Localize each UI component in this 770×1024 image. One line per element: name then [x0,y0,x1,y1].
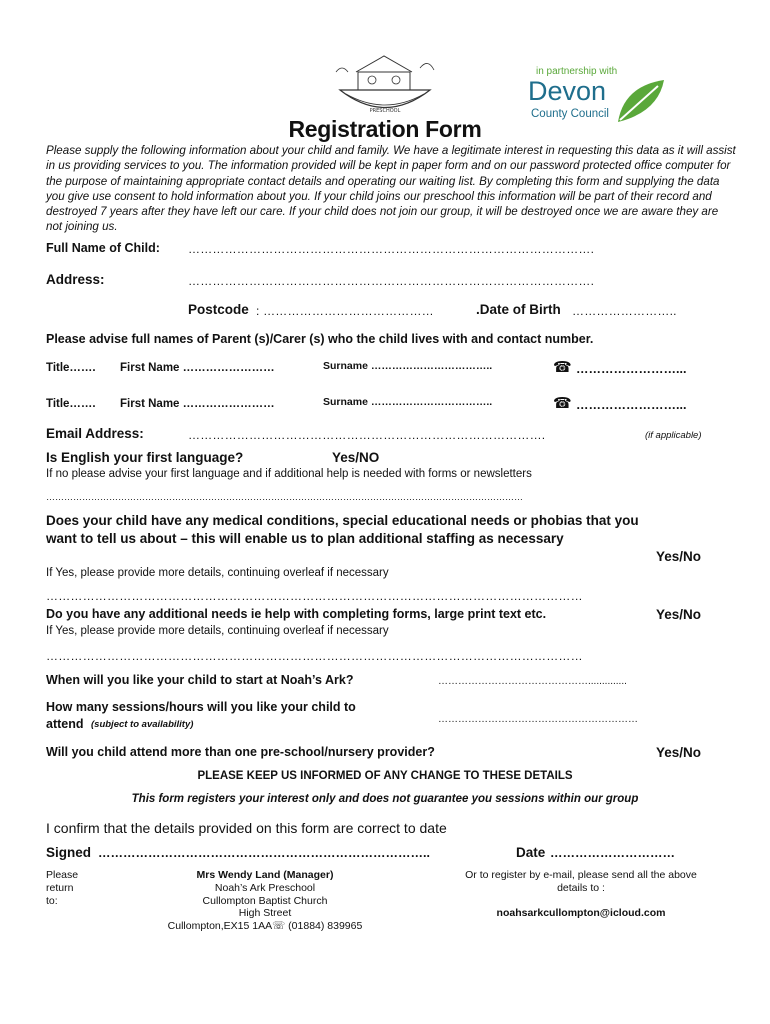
child-name-field[interactable]: ………………………………………………………………………………………. [188,242,595,256]
sessions-note: (subject to availability) [91,719,194,730]
disclaimer-notice: This form registers your interest only and does not guarantee you sessions within our group [131,793,639,805]
medical-note: If Yes, please provide more details, continuing overleaf if necessary [46,567,389,579]
email-note: (if applicable) [645,430,702,441]
sessions-question-line1: How many sessions/hours will you like your child to [46,700,356,714]
return-org: Noah’s Ark Preschool [214,881,316,894]
date-label: Date [516,845,546,860]
parent-surname-field[interactable]: Surname …………………………….. [323,396,493,408]
medical-yes-no[interactable]: Yes/No [656,549,702,564]
sessions-question-line2: attend [46,717,84,731]
needs-yes-no[interactable]: Yes/No [656,607,702,622]
parent-title-field[interactable]: Title……. [46,362,96,374]
return-address [165,869,365,933]
signature-field[interactable]: …………………………………………………………………….. [98,846,430,860]
email-register-note: Or to register by e-mail, please send all the above details to : [465,869,697,894]
return-label: Please return to: [46,869,79,907]
address-field[interactable]: ………………………………………………………………………………………. [188,274,595,288]
address-label: Address: [46,272,105,287]
dob-label: .Date of Birth [476,302,561,317]
parent-title-field[interactable]: Title……. [46,398,96,410]
parent-surname-field[interactable]: Surname …………………………….. [323,360,493,372]
medical-question-line1: Does your child have any medical conditions, special educational needs or phobias that you [46,513,639,528]
medical-question-line2: want to tell us about – this will enable us to plan additional staffing as necessary [46,531,564,546]
devon-text: Devon [528,76,607,106]
english-yes-no[interactable]: Yes/NO [332,450,380,465]
parent-phone-field[interactable]: ……………………... [576,398,687,412]
dob-field[interactable]: …………………….. [572,304,677,318]
needs-note: If Yes, please provide more details, continuing overleaf if necessary [46,625,389,637]
signed-label: Signed [46,845,92,860]
partner-text: in partnership with [536,66,618,77]
contact-email-link[interactable]: noahsarkcullompton@icloud.com [496,907,666,919]
telephone-icon: ☏ [272,920,286,933]
return-town: Cullompton,EX15 1AA [167,920,273,933]
start-question: When will you like your child to start at Noah’s Ark? [46,673,354,687]
phone-icon: ☎ [553,359,572,376]
multi-provider-yes-no[interactable]: Yes/No [656,745,702,760]
english-details-field[interactable]: …………………………………………………………………………………………………………………………………………… [46,492,523,502]
date-field[interactable]: ………………………… [550,846,675,860]
medical-details-field[interactable]: …………………………………………………………………………………………………………………… [46,589,583,603]
postcode-field[interactable]: : …………………………………… [256,304,434,318]
return-phone: (01884) 839965 [285,920,363,933]
parent-first-name-field[interactable]: First Name …………………… [120,362,275,374]
parents-heading: Please advise full names of Parent (s)/Carer (s) who the child lives with and contact number. [46,332,594,346]
sessions-field[interactable]: …………………………………………………… [438,714,638,725]
phone-icon: ☎ [553,395,572,412]
return-name: Mrs Wendy Land (Manager) [196,869,334,881]
keep-informed-notice: PLEASE KEEP US INFORMED OF ANY CHANGE TO THESE DETAILS [197,770,573,782]
logo-caption: PRESCHOOL [369,108,401,114]
return-street: High Street [238,907,292,920]
email-field[interactable]: ……………………………………………………………………………. [188,428,546,442]
noahs-ark-logo [330,50,440,120]
confirm-statement: I confirm that the details provided on this form are correct to date [46,820,447,836]
intro-paragraph: Please supply the following information about your child and family. We have a legitimate interest in requesting this data as it will assist in us providing services to you. The information provided will be kept in paper form and on our password protected office computer for the purpose of maintaining appropriate contact details and operating our waiting list. By completing this form and supplying the data you give use consent to hold information about you. If your child joins our preschool this information will be part of their record and destroyed 7 years after they have left our care. If your child does not join our group, it will be destroyed once we are aware they are not joining us. [46,144,736,234]
parent-phone-field[interactable]: ……………………... [576,362,687,376]
english-note: If no please advise your first language and if additional help is needed with forms or newsletters [46,468,532,480]
needs-question: Do you have any additional needs ie help with completing forms, large print text etc. [46,607,547,621]
needs-details-field[interactable]: …………………………………………………………………………………………………………………… [46,649,583,663]
council-text: County Council [531,108,609,120]
form-title: Registration Form [288,116,482,142]
child-name-label: Full Name of Child: [46,241,160,255]
parent-first-name-field[interactable]: First Name …………………… [120,398,275,410]
multi-provider-question: Will you child attend more than one pre-school/nursery provider? [46,745,435,759]
email-label: Email Address: [46,426,144,441]
start-field[interactable]: ……………………………………….............. [438,676,627,687]
english-question: Is English your first language? [46,450,244,465]
postcode-label: Postcode [188,302,249,317]
return-church: Cullompton Baptist Church [202,894,328,907]
